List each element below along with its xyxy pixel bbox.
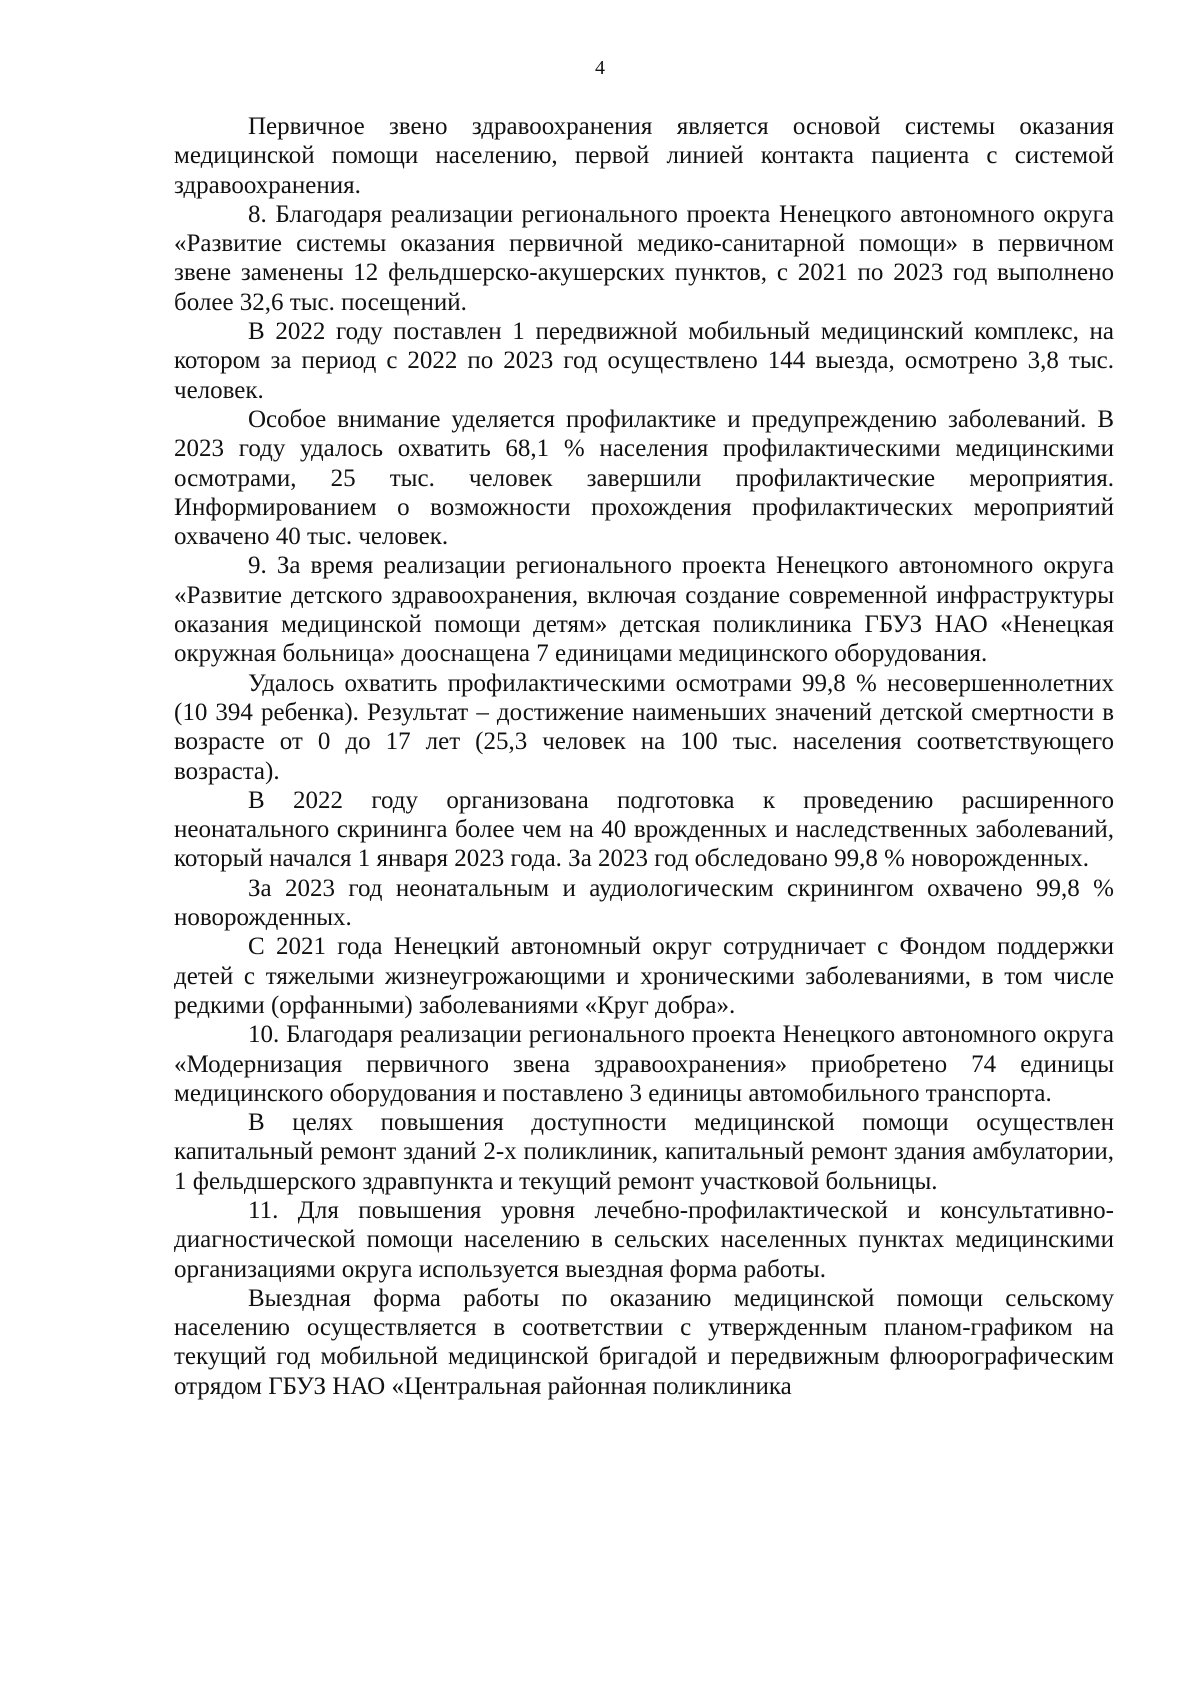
paragraph-item-11: 11. Для повышения уровня лечебно-профилактической и консультативно-диагностической помощи населению в сельских населенных пунктах медицинскими организациями округа используется выездная форма работы.	[174, 1196, 1114, 1283]
paragraph-field-work: Выездная форма работы по оказанию медицинской помощи сельскому населению осуществляется в соответствии с утвержденным планом-графиком на текущий год мобильной медицинской бригадой и передвижным флюорографическим отрядом ГБУЗ НАО «Центральная районная поликлиника	[174, 1284, 1114, 1400]
paragraph-minors-checkups: Удалось охватить профилактическими осмотрами 99,8 % несовершеннолетних (10 394 ребенка). Результат – достижение наименьших значений детской смертности в возрасте от 0 до 17 лет (25,3 человек на 100 тыс. населения соответствующего возраста).	[174, 669, 1114, 785]
paragraph-neonatal-screening: В 2022 году организована подготовка к проведению расширенного неонатального скрининга более чем на 40 врожденных и наследственных заболеваний, который начался 1 января 2023 года. За 2023 год обследовано 99,8 % новорожденных.	[174, 786, 1114, 873]
paragraph-item-10: 10. Благодаря реализации регионального проекта Ненецкого автономного округа «Модернизация первичного звена здравоохранения» приобретено 74 единицы медицинского оборудования и поставлено 3 единицы автомобильного транспорта.	[174, 1021, 1114, 1107]
document-body	[174, 112, 1114, 1401]
paragraph-prevention: Особое внимание уделяется профилактике и предупреждению заболеваний. В 2023 году удалось охватить 68,1 % населения профилактическими медицинскими осмотрами, 25 тыс. человек завершили профилактические мероприятия. Информированием о возможности прохождения профилактических мероприятий охвачено 40 тыс. человек.	[174, 405, 1114, 551]
paragraph-mobile-complex: В 2022 году поставлен 1 передвижной мобильный медицинский комплекс, на котором за период с 2022 по 2023 год осуществлено 144 выезда, осмотрено 3,8 тыс. человек.	[174, 318, 1114, 404]
paragraph-repairs: В целях повышения доступности медицинской помощи осуществлен капитальный ремонт зданий 2-х поликлиник, капитальный ремонт здания амбулатории, 1 фельдшерского здравпункта и текущий ремонт участковой больницы.	[174, 1109, 1114, 1195]
page-number: 4	[595, 57, 605, 79]
paragraph-primary-care-intro: Первичное звено здравоохранения является основой системы оказания медицинской помощи населению, первой линией контакта пациента с системой здравоохранения.	[174, 113, 1114, 199]
paragraph-foundation: С 2021 года Ненецкий автономный округ сотрудничает с Фондом поддержки детей с тяжелыми жизнеугрожающими и хроническими заболеваниями, в том числе редкими (орфанными) заболеваниями «Круг добра».	[174, 933, 1114, 1019]
paragraph-item-9: 9. За время реализации регионального проекта Ненецкого автономного округа «Развитие детского здравоохранения, включая создание современной инфраструктуры оказания медицинской помощи детям» детская поликлиника ГБУЗ НАО «Ненецкая окружная больница» дооснащена 7 единицами медицинского оборудования.	[174, 552, 1114, 668]
paragraph-audiological-screening: За 2023 год неонатальным и аудиологическим скринингом охвачено 99,8 % новорожденных.	[174, 874, 1114, 932]
paragraph-item-8: 8. Благодаря реализации регионального проекта Ненецкого автономного округа «Развитие системы оказания первичной медико-санитарной помощи» в первичном звене заменены 12 фельдшерско-акушерских пунктов, с 2021 по 2023 год выполнено более 32,6 тыс. посещений.	[174, 200, 1114, 316]
